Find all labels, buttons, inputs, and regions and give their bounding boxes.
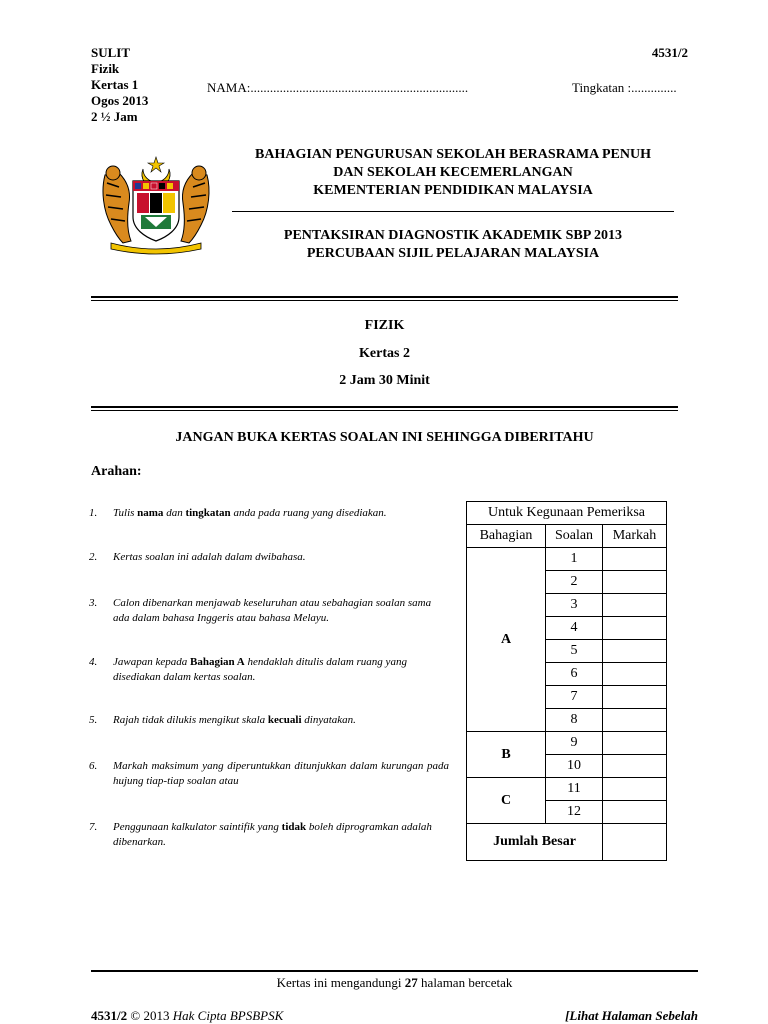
table-title: Untuk Kegunaan Pemeriksa: [467, 502, 667, 525]
examiner-table: [466, 501, 667, 861]
subject-paper: Kertas 2: [359, 346, 410, 361]
instruction-number: 6.: [89, 760, 98, 772]
class-field[interactable]: Tingkatan :..............: [572, 80, 677, 95]
rule-top-2: [91, 300, 678, 301]
instructions-title: Arahan:: [91, 464, 142, 479]
marks-cell[interactable]: [603, 640, 667, 663]
instruction-3: [89, 596, 449, 626]
instruction-4: [89, 655, 449, 685]
instruction-6: [89, 759, 449, 789]
instruction-5: [89, 713, 449, 728]
question-number: 9: [546, 732, 603, 755]
col-soalan: Soalan: [546, 525, 603, 548]
page-count-prefix: Kertas ini mengandungi: [276, 975, 405, 990]
section-label: A: [467, 548, 546, 732]
marks-cell[interactable]: [603, 732, 667, 755]
section-label: B: [467, 732, 546, 778]
table-title-row: [467, 502, 667, 525]
question-number: 1: [546, 548, 603, 571]
table-row: [467, 778, 667, 801]
footer-rule: [91, 970, 698, 972]
marks-cell[interactable]: [603, 801, 667, 824]
instruction-number: 3.: [89, 597, 98, 609]
instruction-7: [89, 820, 449, 850]
subject-name: FIZIK: [364, 318, 405, 333]
instruction-text: Penggunaan kalkulator saintifik yang tidak boleh diprogramkan adalah dibenarkan.: [113, 821, 432, 848]
marks-cell[interactable]: [603, 571, 667, 594]
header-subject: Fizik: [91, 61, 120, 76]
instruction-number: 7.: [89, 821, 98, 833]
instruction-text: Calon dibenarkan menjawab keseluruhan atau sebahagian soalan sama ada dalam bahasa Inggeris atau bahasa Melayu.: [113, 597, 432, 624]
org-divider: [232, 211, 674, 212]
org-line-2: DAN SEKOLAH KECEMERLANGAN: [333, 165, 573, 180]
header-date: Ogos 2013: [91, 93, 149, 108]
marks-cell[interactable]: [603, 594, 667, 617]
header-paper: Kertas 1: [91, 77, 139, 92]
question-number: 7: [546, 686, 603, 709]
instruction-text: Markah maksimum yang diperuntukkan ditunjukkan dalam kurungan pada hujung tiap-tiap soalan atau: [113, 760, 449, 787]
footer-copyright: [91, 1008, 283, 1024]
total-label: Jumlah Besar: [467, 824, 603, 861]
question-number: 3: [546, 594, 603, 617]
rule-top-1: [91, 296, 678, 298]
instruction-text: Jawapan kepada Bahagian A hendaklah ditulis dalam ruang yang disediakan dalam kertas soalan.: [113, 656, 407, 683]
instruction-number: 5.: [89, 714, 98, 726]
marks-cell[interactable]: [603, 755, 667, 778]
table-header-row: [467, 525, 667, 548]
question-number: 10: [546, 755, 603, 778]
name-field[interactable]: NAMA:...................................................................: [207, 80, 469, 95]
section-label: C: [467, 778, 546, 824]
page-count-note: [91, 975, 698, 991]
marks-cell[interactable]: [603, 663, 667, 686]
question-number: 2: [546, 571, 603, 594]
table-row: [467, 732, 667, 755]
instruction-2: [89, 550, 449, 565]
instruction-text: Tulis nama dan tingkatan anda pada ruang yang disediakan.: [113, 507, 387, 519]
table-total-row: [467, 824, 667, 861]
malaysia-coat-of-arms-icon: [97, 155, 215, 255]
org-line-1: BAHAGIAN PENGURUSAN SEKOLAH BERASRAMA PENUH: [255, 147, 651, 162]
exam-title-2: PERCUBAAN SIJIL PELAJARAN MALAYSIA: [306, 246, 600, 261]
marks-cell[interactable]: [603, 686, 667, 709]
instruction-text: Rajah tidak dilukis mengikut skala kecuali dinyatakan.: [113, 714, 356, 726]
header-left-block: [91, 45, 148, 125]
warning-text: JANGAN BUKA KERTAS SOALAN INI SEHINGGA DIBERITAHU: [175, 430, 594, 445]
instruction-number: 1.: [89, 507, 98, 519]
instruction-number: 4.: [89, 656, 98, 668]
header-duration: 2 ½ Jam: [91, 109, 138, 124]
question-number: 12: [546, 801, 603, 824]
question-number: 8: [546, 709, 603, 732]
subject-duration: 2 Jam 30 Minit: [339, 373, 430, 388]
marks-cell[interactable]: [603, 617, 667, 640]
exam-title-1: PENTAKSIRAN DIAGNOSTIK AKADEMIK SBP 2013: [283, 228, 623, 243]
col-bahagian: Bahagian: [467, 525, 546, 548]
question-number: 11: [546, 778, 603, 801]
question-number: 5: [546, 640, 603, 663]
instruction-text: Kertas soalan ini adalah dalam dwibahasa.: [113, 551, 306, 563]
footer-code: 4531/2: [91, 1008, 128, 1023]
marks-cell[interactable]: [603, 709, 667, 732]
question-number: 6: [546, 663, 603, 686]
page-count-suffix: halaman bercetak: [417, 975, 513, 990]
total-marks-cell[interactable]: [603, 824, 667, 861]
org-line-3: KEMENTERIAN PENDIDIKAN MALAYSIA: [313, 183, 593, 198]
footer-holder: Hak Cipta BPSBPSK: [172, 1008, 284, 1023]
header-code: 4531/2: [651, 45, 688, 60]
instruction-number: 2.: [89, 551, 98, 563]
table-row: [467, 548, 667, 571]
rule-bottom-2: [91, 410, 678, 411]
header-sulit: SULIT: [91, 45, 131, 60]
question-number: 4: [546, 617, 603, 640]
col-markah: Markah: [603, 525, 667, 548]
next-page-note: [Lihat Halaman Sebelah: [565, 1008, 698, 1023]
rule-bottom-1: [91, 406, 678, 408]
instruction-1: [89, 506, 449, 521]
marks-cell[interactable]: [603, 778, 667, 801]
marks-cell[interactable]: [603, 548, 667, 571]
footer-year: © 2013: [127, 1008, 173, 1023]
page-count: 27: [404, 975, 418, 990]
